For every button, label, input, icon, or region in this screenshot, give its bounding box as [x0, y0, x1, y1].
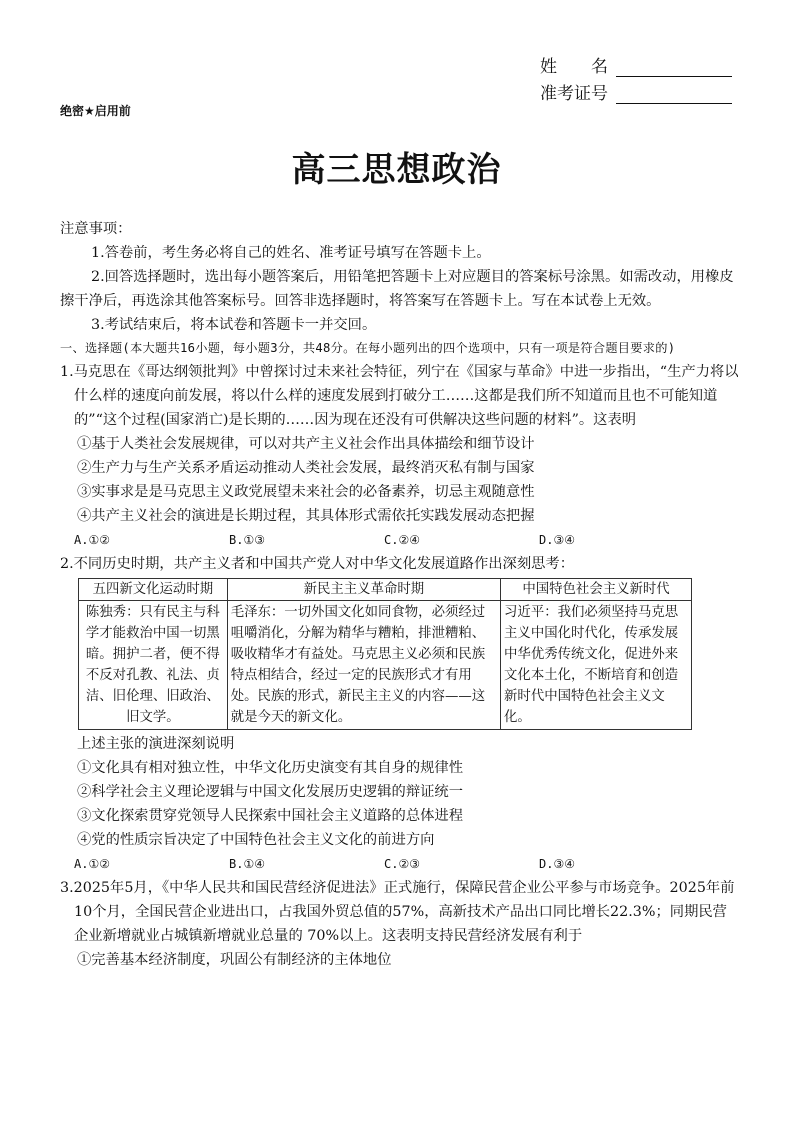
- question-option: ②生产力与生产关系矛盾运动推动人类社会发展，最终消灭私有制与国家: [77, 460, 535, 476]
- table-header-row: [79, 579, 692, 601]
- choice-d: D.③④: [539, 857, 575, 871]
- choice-c: C.②④: [384, 533, 420, 547]
- notice-item: 2.回答选择题时，选出每小题答案后，用铅笔把答题卡上对应题目的答案标号涂黑。如需改动，用橡皮擦干净后，再选涂其他答案标号。回答非选择题时，将答案写在答题卡上。写在本试卷上无效。: [60, 269, 734, 309]
- choice-a: A.①②: [74, 857, 110, 871]
- exam-id-blank-line[interactable]: [616, 83, 732, 104]
- question-option: ④党的性质宗旨决定了中国特色社会主义文化的前进方向: [77, 832, 435, 848]
- choice-b: B.①④: [229, 857, 265, 871]
- culture-comparison-table: [78, 578, 692, 730]
- table-cell: 毛泽东：一切外国文化如同食物，必须经过咀嚼消化，分解为精华与糟粕，排泄糟粕、吸收精华才有益处。马克思主义必须和民族特点相结合，经过一定的民族形式才有用处。民族的形式，新民主主义的内容——这就是今天的新文化。: [227, 601, 500, 730]
- exam-id-label: 准考证号: [540, 84, 608, 104]
- candidate-info-fields: [540, 50, 732, 104]
- notice-heading: 注意事项：: [60, 221, 132, 237]
- page-title: 高三思想政治: [291, 150, 502, 190]
- choice-b: B.①③: [229, 533, 265, 547]
- question-option: ①文化具有相对独立性，中华文化历史演变有其自身的规律性: [77, 760, 464, 776]
- section-instructions: 一、选择题(本大题共16小题，每小题3分，共48分。在每小题列出的四个选项中，只有一项是符合题目要求的): [60, 341, 676, 355]
- table-cell: 习近平：我们必须坚持马克思主义中国化时代化，传承发展中华优秀传统文化，促进外来文化本土化，不断培育和创造新时代中国特色社会主义文化。: [501, 601, 692, 730]
- exam-id-field[interactable]: [540, 77, 732, 104]
- question-stem: 1.马克思在《哥达纲领批判》中曾探讨过未来社会特征，列宁在《国家与革命》中进一步指出，“生产力将以什么样的速度向前发展，将以什么样的速度发展到打破分工……这都是我们所不知道而且也不可能知道的”“这个过程(国家消亡)是长期的……因为现在还没有可供解决这些问题的材料”。这表明: [60, 364, 739, 428]
- table-row: [79, 601, 692, 730]
- answer-choices: [60, 528, 740, 552]
- choice-c: C.②③: [384, 857, 420, 871]
- question-option: ④共产主义社会的演进是长期过程，其具体形式需依托实践发展动态把握: [77, 508, 535, 524]
- question-lead: 上述主张的演进深刻说明: [77, 736, 235, 752]
- question-option: ③实事求是是马克思主义政党展望未来社会的必备素养，切忌主观随意性: [77, 484, 535, 500]
- question-stem: 3.2025年5月，《中华人民共和国民营经济促进法》正式施行，保障民营企业公平参与市场竞争。2025年前10个月，全国民营企业进出口，占我国外贸总值的57%，高新技术产品出口同比增长22.3%；同期民营企业新增就业占城镇新增就业总量的 70%以上。这表明支持民营经济发展有利于: [60, 880, 735, 944]
- question-option: ②科学社会主义理论逻辑与中国文化发展历史逻辑的辩证统一: [77, 784, 464, 800]
- question-option: ①基于人类社会发展规律，可以对共产主义社会作出具体描绘和细节设计: [77, 436, 535, 452]
- exam-body: [60, 217, 740, 972]
- name-blank-line[interactable]: [616, 56, 732, 77]
- table-header-cell: 五四新文化运动时期: [79, 579, 228, 601]
- question-option: ③文化探索贯穿党领导人民探索中国社会主义道路的总体进程: [77, 808, 464, 824]
- question-stem: 2.不同历史时期，共产主义者和中国共产党人对中华文化发展道路作出深刻思考：: [60, 556, 575, 572]
- name-label: 姓 名: [540, 57, 608, 77]
- answer-choices: [60, 852, 740, 876]
- name-field[interactable]: [540, 50, 732, 77]
- secret-mark: 绝密★启用前: [60, 104, 131, 118]
- notice-item: 3.考试结束后，将本试卷和答题卡一并交回。: [91, 317, 377, 333]
- choice-d: D.③④: [539, 533, 575, 547]
- table-header-cell: 中国特色社会主义新时代: [501, 579, 692, 601]
- table-header-cell: 新民主主义革命时期: [227, 579, 500, 601]
- choice-a: A.①②: [74, 533, 110, 547]
- notice-item: 1.答卷前，考生务必将自己的姓名、准考证号填写在答题卡上。: [91, 245, 491, 261]
- question-option: ①完善基本经济制度，巩固公有制经济的主体地位: [77, 952, 392, 968]
- table-cell: 陈独秀：只有民主与科学才能救治中国一切黑暗。拥护二者，便不得不反对孔教、礼法、贞洁、旧伦理、旧政治、旧文学。: [79, 601, 228, 730]
